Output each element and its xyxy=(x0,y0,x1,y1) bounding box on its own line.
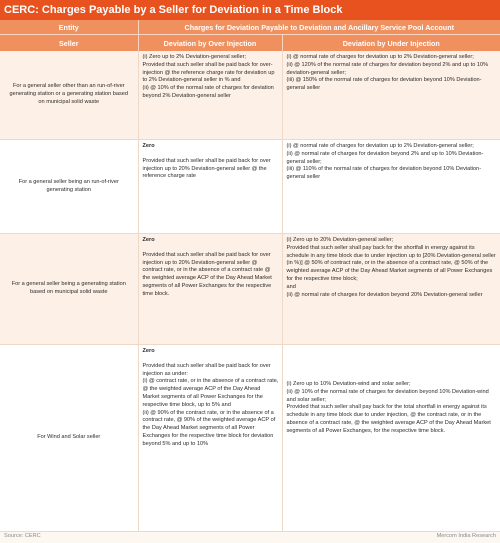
over-injection-cell xyxy=(138,51,282,140)
under-injection-cell xyxy=(282,51,500,140)
zero-label: Zero xyxy=(142,143,155,149)
over-injection-text: (i) Zero up to 2% Deviation-general seller; Provided that such seller shall be paid back for over-injection @ the reference charge rate for deviation up to 2% Deviation-general seller in % and (ii) @ 10% of the normal rate of charges for deviation beyond 2% Deviation-general seller xyxy=(142,54,275,99)
under-injection-text: (i) @ normal rate of charges for deviation up to 2% Deviation-general seller; (ii) @ 120% of the normal rate of charges for deviation beyond 2% and up to 10% deviation-general seller; (iii) @ 150% of the normal rate of charges for deviation beyond 10% Deviation-general seller xyxy=(286,54,489,92)
over-injection-cell xyxy=(138,140,282,234)
under-injection-cell xyxy=(282,234,500,345)
table-row xyxy=(0,51,500,140)
over-injection-text: Provided that such seller shall be paid back for over injection up to 20% Deviation-general seller @ contract rate, or in the absence of a contract rate @ the weighted average ACP of the Day Ahead Market segments of all Power Exchanges for the respective time block. xyxy=(142,251,272,297)
entity-cell: For a general seller being an run-of-river generating station xyxy=(0,140,138,234)
table-row xyxy=(0,140,500,234)
over-injection-text: Provided that such seller shall be paid back for over injection as under: (i) @ contract rate, or in the absence of a contract rate, @ the weighted average ACP of the Day Ahead Market segments of all Power Exchanges for the respective time block, up to 5% and (ii) @ 90% of the contract rate, or in the absence of a contract rate, @ 90% of the weighted average ACP of the Day Ahead Market segments of all Power Exchanges for the respective time block for deviation beyond 5% and up to 10% xyxy=(142,362,279,447)
over-injection-cell xyxy=(138,234,282,345)
under-injection-text: (i) Zero up to 10% Deviation-wind and solar seller; (ii) @ 10% of the normal rate of charges for deviation beyond 10% Deviation-wind and solar seller; Provided that such seller shall pay back for the total shortfall in energy against its schedule in any time block due to under injection, @ the contract rate, or in the absence of a contract rate, @ the weighted average ACP of the Day Ahead Market segments of all Power Exchanges, for the respective time block. xyxy=(286,381,491,434)
header-over-injection: Deviation by Over Injection xyxy=(138,35,282,52)
zero-label: Zero xyxy=(142,348,155,354)
header-entity: Entity xyxy=(0,20,138,35)
source-note: Source: CERC xyxy=(4,533,41,539)
entity-cell: For a general seller other than an run-of-river generating station or a generating station based on municipal solid waste xyxy=(0,51,138,140)
under-injection-cell xyxy=(282,345,500,532)
under-injection-cell xyxy=(282,140,500,234)
zero-label: Zero xyxy=(142,237,155,243)
over-injection-cell xyxy=(138,345,282,532)
table-row xyxy=(0,345,500,532)
header-seller: Seller xyxy=(0,35,138,52)
under-injection-text: (i) @ normal rate of charges for deviation up to 2% Deviation-general seller; (ii) @ normal rate of charges for deviation beyond 2% and up to 10% Deviation-general seller; (iii) @ 110% of the normal rate of charges for deviation beyond 10% Deviation-general seller xyxy=(286,143,484,181)
header-charges: Charges for Deviation Payable to Deviation and Ancillary Service Pool Account xyxy=(138,20,500,35)
table-row xyxy=(0,234,500,345)
under-injection-text: (i) Zero up to 20% Deviation-general seller; Provided that such seller shall pay back for the shortfall in energy against its schedule in any time block due to under injection up to [20% Deviation-general seller (in %)] @ 50% of contract rate, or in the absence of a contract rate, @ 50% of the weighted average ACP of the Day Ahead Market segments of all Power Exchanges for the respective time block; and (ii) @ normal rate of charges for deviation beyond 20% Deviation-general seller xyxy=(286,237,496,298)
header-under-injection: Deviation by Under Injection xyxy=(282,35,500,52)
footer xyxy=(0,529,500,543)
entity-cell: For Wind and Solar seller xyxy=(0,345,138,532)
credit-note: Mercom India Research xyxy=(436,533,496,539)
page-title: CERC: Charges Payable by a Seller for Deviation in a Time Block xyxy=(0,0,500,20)
entity-cell: For a general seller being a generating station based on municipal solid waste xyxy=(0,234,138,345)
over-injection-text: Provided that such seller shall be paid back for over injection up to 20% Deviation-general seller @ the reference charge rate xyxy=(142,157,271,180)
deviation-charges-table xyxy=(0,20,500,532)
